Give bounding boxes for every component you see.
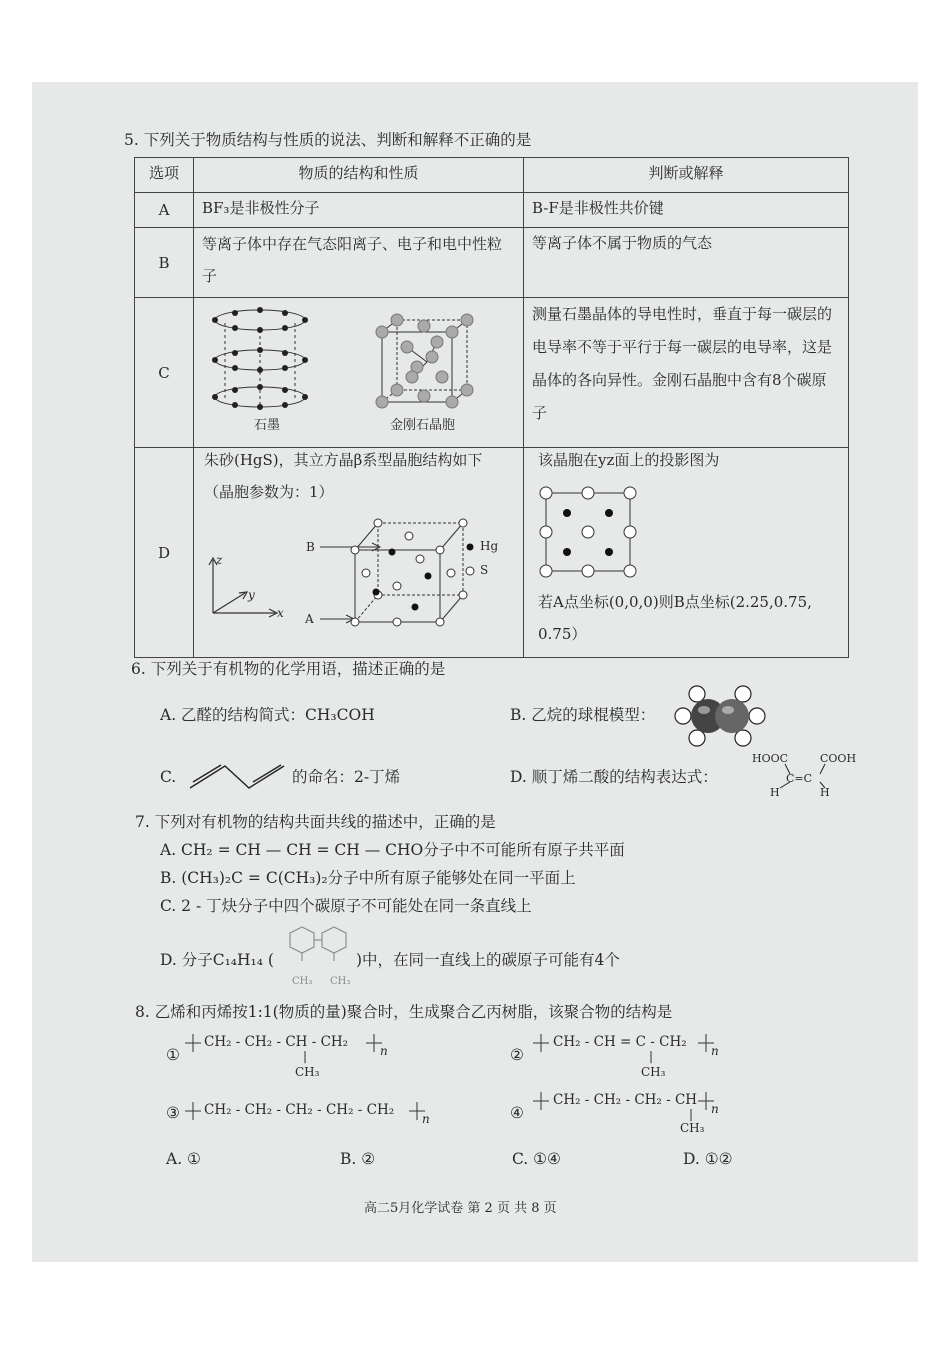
- q8-answer-d: D. ①②: [683, 1150, 733, 1168]
- hg-legend-icon: [465, 542, 475, 552]
- q7-option-d-text: )中，在同一直线上的碳原子可能有4个: [356, 951, 620, 969]
- biphenyl-structure: [280, 927, 355, 975]
- table-row: [135, 228, 849, 298]
- hgs-description: 朱砂(HgS)，其立方晶β系型晶胞结构如下: [204, 451, 483, 469]
- row-explanation: 测量石墨晶体的导电性时，垂直于每一碳层的电导率不等于平行于每一碳层的电导率，这是晶体的各向异性。金刚石晶胞中含有8个碳原子: [524, 298, 849, 448]
- table-row: [135, 193, 849, 228]
- q8-stem: 8. 乙烯和丙烯按1:1(物质的量)聚合时，生成聚合乙丙树脂，该聚合物的结构是: [135, 1003, 673, 1021]
- hooc-group: HOOC: [752, 752, 789, 765]
- q6-option-c-text: 的命名：2-丁烯: [292, 768, 401, 786]
- bond-vertical: |: [689, 1107, 694, 1121]
- point-b-label: B: [306, 540, 315, 554]
- bracket-open: [532, 1033, 550, 1053]
- methyl-branch: CH₃: [641, 1065, 666, 1079]
- methyl-label-left: CH₃: [292, 976, 313, 987]
- s-legend-icon: [465, 566, 475, 576]
- point-a-label: A: [305, 612, 314, 626]
- bond-vertical: |: [303, 1049, 308, 1063]
- diamond-cell-figure: [372, 312, 477, 412]
- cell-parameter: （晶胞参数为：1）: [204, 483, 334, 501]
- double-bond: C=C: [786, 772, 813, 785]
- coordinate-line-2: 0.75）: [538, 625, 587, 643]
- coordinate-line-1: 若A点坐标(0,0,0)则B点坐标(2.25,0.75,: [538, 593, 812, 611]
- row-option: A: [135, 193, 194, 228]
- q6-option-b: B. 乙烷的球棍模型：: [510, 706, 656, 724]
- graphite-structure-figure: [205, 305, 325, 415]
- projection-intro: 该晶胞在yz面上的投影图为: [538, 451, 720, 469]
- q5-stem: 5. 下列关于物质结构与性质的说法、判断和解释不正确的是: [124, 131, 532, 149]
- header-explanation: 判断或解释: [524, 158, 849, 193]
- row-option: C: [135, 298, 194, 448]
- hydrogen-left: H: [770, 786, 780, 799]
- butene-skeletal-formula: [187, 760, 287, 792]
- q8-formula-1: CH₂ - CH₂ - CH - CH₂: [204, 1034, 349, 1050]
- q7-option-b: B. (CH₃)₂C = C(CH₃)₂分子中所有原子能够处在同一平面上: [160, 869, 576, 887]
- q8-num-1: ①: [166, 1046, 180, 1064]
- q6-option-c-prefix: C.: [160, 768, 177, 786]
- q8-num-2: ②: [510, 1046, 524, 1064]
- repeat-n: n: [711, 1044, 719, 1058]
- bracket-open: [184, 1033, 202, 1053]
- row-explanation: 等离子体不属于物质的气态: [524, 228, 849, 298]
- q7-option-c: C. 2 - 丁炔分子中四个碳原子不可能处在同一条直线上: [160, 897, 532, 915]
- header-property: 物质的结构和性质: [194, 158, 524, 193]
- axis-z-label: z: [216, 553, 223, 567]
- axis-x-label: x: [277, 606, 284, 620]
- diamond-label: 金刚石晶胞: [390, 418, 456, 433]
- row-property: 等离子体中存在气态阳离子、电子和电中性粒子: [194, 228, 524, 298]
- q6-option-d: D. 顺丁烯二酸的结构表达式：: [510, 768, 718, 786]
- hgs-unit-cell-figure: [300, 515, 460, 630]
- axis-y-label: y: [248, 588, 255, 602]
- q7-option-a: A. CH₂ = CH — CH = CH — CHO分子中不可能所有原子共平面: [160, 841, 625, 859]
- q8-formula-2: CH₂ - CH = C - CH₂: [553, 1034, 687, 1050]
- q8-formula-3: CH₂ - CH₂ - CH₂ - CH₂ - CH₂: [204, 1102, 395, 1118]
- legend-hg: Hg: [480, 539, 499, 553]
- q8-formula-4: CH₂ - CH₂ - CH₂ - CH: [553, 1092, 698, 1108]
- legend-s: S: [480, 563, 489, 577]
- page-footer: 高二5月化学试卷 第 2 页 共 8 页: [364, 1201, 557, 1216]
- row-option: D: [135, 448, 194, 658]
- ethane-ball-stick-model: [675, 686, 765, 746]
- header-option: 选项: [135, 158, 194, 193]
- methyl-label-right: CH₃: [330, 976, 351, 987]
- q8-num-4: ④: [510, 1104, 524, 1122]
- graphite-label: 石墨: [254, 418, 281, 433]
- q7-stem: 7. 下列对有机物的结构共面共线的描述中，正确的是: [135, 813, 496, 831]
- q8-answer-c: C. ①④: [512, 1150, 561, 1168]
- bracket-open: [184, 1101, 202, 1121]
- bracket-open: [532, 1091, 550, 1111]
- bond-vertical: |: [649, 1049, 654, 1063]
- q6-stem: 6. 下列关于有机物的化学用语，描述正确的是: [131, 660, 446, 678]
- methyl-branch: CH₃: [295, 1065, 320, 1079]
- q8-answer-b: B. ②: [340, 1150, 376, 1168]
- q6-option-a: A. 乙醛的结构简式：CH₃COH: [160, 706, 375, 724]
- repeat-n: n: [711, 1102, 719, 1116]
- yz-projection-figure: [538, 485, 638, 580]
- row-option: B: [135, 228, 194, 298]
- q8-answer-a: A. ①: [166, 1150, 201, 1168]
- maleic-acid-bonds: [775, 762, 835, 792]
- repeat-n: n: [380, 1044, 388, 1058]
- row-property: BF₃是非极性分子: [194, 193, 524, 228]
- hydrogen-right: H: [820, 786, 830, 799]
- q7-option-d-prefix: D. 分子C₁₄H₁₄ (: [160, 951, 274, 969]
- repeat-n: n: [422, 1112, 430, 1126]
- cooh-group: COOH: [820, 752, 857, 765]
- q8-num-3: ③: [166, 1104, 180, 1122]
- methyl-branch: CH₃: [680, 1121, 705, 1135]
- row-explanation: B-F是非极性共价键: [524, 193, 849, 228]
